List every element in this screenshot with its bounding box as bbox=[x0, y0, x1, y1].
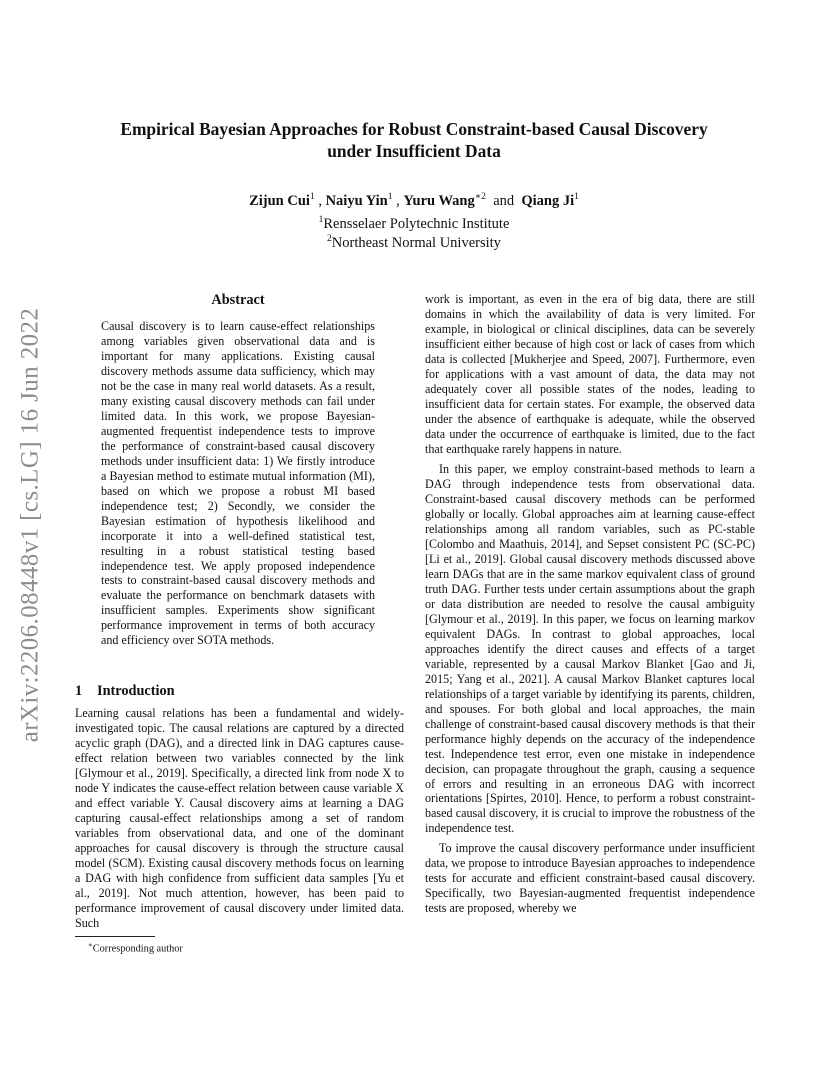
author-affiliation-mark: 1 bbox=[387, 192, 393, 202]
affiliation-mark: 1 bbox=[318, 215, 324, 225]
author-separator: , bbox=[314, 192, 326, 209]
affiliation-line bbox=[70, 230, 758, 253]
author-separator: and bbox=[485, 192, 522, 209]
footnote bbox=[88, 939, 183, 955]
author-name: Naiyu Yin bbox=[325, 192, 388, 209]
author-affiliation-mark: 1 bbox=[309, 192, 315, 202]
footnote-mark: ∗ bbox=[88, 941, 93, 949]
paper-title bbox=[70, 118, 758, 162]
introduction-paragraph-left: Learning causal relations has been a fundamental and widely-investigated topic. The causal relations are captured by a directed acyclic graph (DAG), and a directed link in DAG captures cause-effect relation between two variables connected by the link [Glymour et al., 2019]. Specifically, a directed link from node X to node Y indicates the cause-effect relation between cause variable X and effect variable Y. Causal discovery aims at learning a DAG capturing causal-effect relationships among a set of random variables from observational data, and one of the dominant approaches for causal discovery is through the structure causal model (SCM). Existing causal discovery methods focus on learning a DAG with high confidence from sufficient data samples [Yu et al., 2019]. Not much attention, however, has been paid to performance improvement of causal discovery under limited data. Such bbox=[75, 706, 404, 931]
affiliation-name: Northeast Normal University bbox=[331, 234, 501, 251]
section-title: Introduction bbox=[97, 683, 175, 699]
footnote-rule bbox=[75, 936, 155, 937]
title-line: Empirical Bayesian Approaches for Robust Constraint-based Causal Discovery bbox=[120, 119, 708, 139]
body-paragraph: work is important, as even in the era of big data, there are still domains in which the availability of data is very limited. For example, in biological or clinical disciplines, data can be severely insufficient either because of high cost or lack of cases from which data is collected [Mukherjee and Speed, 2007]. Furthermore, even for applications with a vast amount of data, the data may not adequately cover all possible states of the nodes, leading to insufficient data for certain states. For example, the observed data under the absence of earthquake is adequate, while the observed data under the occurrence of earthquake is limited, due to the fact that earthquake rarely happens in nature. bbox=[425, 292, 755, 456]
abstract-heading: Abstract bbox=[211, 292, 265, 308]
author-name: Yuru Wang bbox=[403, 192, 475, 209]
author-affiliation-mark: 1 bbox=[574, 192, 579, 202]
title-line: under Insufficient Data bbox=[327, 141, 501, 161]
body-paragraph: In this paper, we employ constraint-based methods to learn a DAG through independence tests from observational data. Constraint-based causal discovery methods can be performed globally or locally. Global approaches aim at learning cause-effect relationships among all random variables, such as PC-stable [Colombo and Maathuis, 2014], and Sepset consistent PC (SC-PC) [Li et al., 2019]. Global causal discovery methods discussed above learn DAGs that are in the same markov equivalent class of ground truth DAG. Further tests under certain assumptions about the graph or data distribution are needed to resolve the causal ambiguity [Glymour et al., 2019]. In this paper, we focus on learning markov equivalent DAGs. In contrast to global approaches, local approaches identify the direct causes and effects of a target variable, represented by a causal Markov Blanket [Gao and Ji, 2015; Yang et al., 2021]. A causal Markov Blanket captures local relationships of a target variable by identifying its parents, children, and spouses. For both global and local approaches, the main challenge of constraint-based causal discovery methods is that their performance highly depends on the accuracy of the independence test. Independence test error, even one mistake in independence decision, can propagate throughout the graph, causing a sequence of errors and resulting in an erroneous DAG with incorrect orientations [Spirtes, 2010]. Hence, to perform a robust constraint-based causal discovery, it is crucial to improve the robustness of the independence test. bbox=[425, 461, 755, 836]
affiliation-name: Rensselaer Polytechnic Institute bbox=[323, 215, 510, 232]
affiliation-mark: 2 bbox=[327, 234, 332, 244]
author-list bbox=[70, 187, 758, 211]
section-number: 1 bbox=[75, 683, 83, 699]
author-name: Qiang Ji bbox=[521, 192, 575, 209]
author-separator: , bbox=[392, 192, 404, 209]
arxiv-identifier-text: arXiv:2206.08448v1 [cs.LG] 16 Jun 2022 bbox=[16, 307, 44, 743]
author-affiliation-mark: ∗2 bbox=[474, 192, 486, 202]
body-paragraph: To improve the causal discovery performance under insufficient data, we propose to introduce Bayesian approaches to independence tests for accurate and efficient constraint-based causal discovery. Specifically, two Bayesian-augmented frequentist independence tests are proposed, whereby we bbox=[425, 841, 755, 916]
footnote-text: Corresponding author bbox=[92, 943, 183, 955]
right-column bbox=[425, 292, 755, 921]
section-heading-introduction bbox=[75, 683, 175, 700]
arxiv-identifier-stamp bbox=[8, 290, 52, 760]
author-name: Zijun Cui bbox=[249, 192, 310, 209]
abstract-body: Causal discovery is to learn cause-effect relationships among variables given observational data and is important for many applications. Existing causal discovery methods assume data sufficiency, which may not be the case in many real world datasets. As a result, many existing causal discovery methods can fail under limited data. In this work, we propose Bayesian-augmented frequentist independence tests to improve the performance of constraint-based causal discovery methods under insufficient data: 1) We firstly introduce a Bayesian method to estimate mutual information (MI), based on which we propose a robust MI based independence test; 2) Secondly, we consider the Bayesian estimation of hypothesis likelihood and incorporate it into a well-defined statistical test, resulting in a robust statistical testing based independence test. We apply proposed independence tests to constraint-based causal discovery methods and evaluate the performance on benchmark datasets with insufficient samples. Experiments show significant performance improvement in terms of both accuracy and efficiency over SOTA methods. bbox=[101, 319, 375, 648]
